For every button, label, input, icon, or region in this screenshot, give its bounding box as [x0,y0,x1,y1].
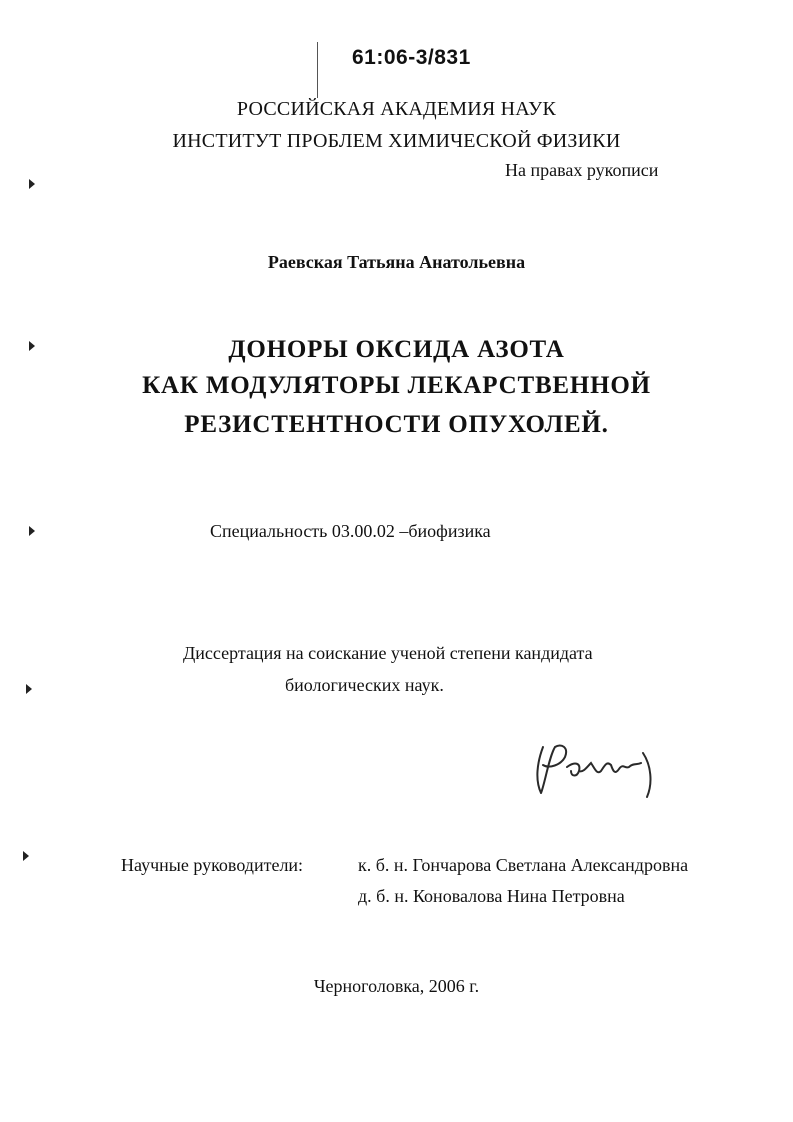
title-line-3: РЕЗИСТЕНТНОСТИ ОПУХОЛЕЙ. [184,411,609,438]
signature [525,735,675,805]
place-year: Черноголовка, 2006 г. [313,976,480,996]
supervisor-2: д. б. н. Коновалова Нина Петровна [358,886,625,906]
author-name: Раевская Татьяна Анатольевна [267,252,526,272]
rights-note: На правах рукописи [505,160,659,180]
academy-name: РОССИЙСКАЯ АКАДЕМИЯ НАУК [236,98,557,120]
specialty: Специальность 03.00.02 –биофизика [210,521,491,541]
institute-name: ИНСТИТУТ ПРОБЛЕМ ХИМИЧЕСКОЙ ФИЗИКИ [172,130,621,152]
thesis-line-1: Диссертация на соискание ученой степени кандидата [183,643,593,663]
margin-mark [28,525,36,537]
thesis-line-2: биологических наук. [285,675,444,695]
margin-mark [28,178,36,190]
title-line-1: ДОНОРЫ ОКСИДА АЗОТА [228,336,565,363]
margin-mark [25,683,33,695]
margin-mark [28,340,36,352]
supervisors-label: Научные руководители: [121,855,304,875]
scan-artifact-line [317,42,318,98]
title-line-2: КАК МОДУЛЯТОРЫ ЛЕКАРСТВЕННОЙ [142,372,651,399]
supervisor-1: к. б. н. Гончарова Светлана Александровна [358,855,689,875]
margin-mark [22,850,30,862]
archive-code: 61:06-3/831 [352,46,471,69]
